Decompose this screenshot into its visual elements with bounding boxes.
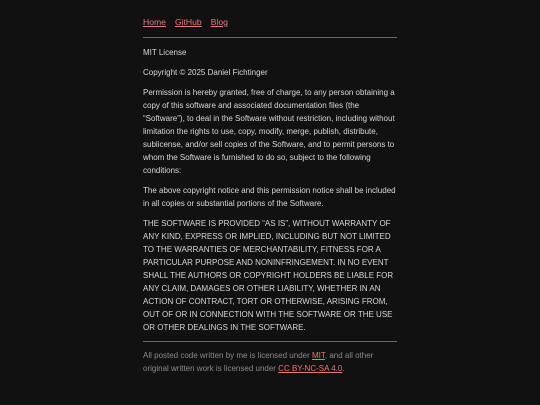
page-container <box>143 16 397 375</box>
footer-license-note <box>143 349 397 375</box>
footer-link-cc-by-nc-sa[interactable]: CC BY-NC-SA 4.0 <box>278 364 343 373</box>
license-notice-paragraph: The above copyright notice and this permission notice shall be included in all copies or substantial portions of the Software. <box>143 186 396 208</box>
footer-text-1: All posted code written by me is licensed under <box>143 351 312 360</box>
footer-text-3: . <box>342 364 345 373</box>
nav-link-github[interactable]: GitHub <box>174 17 202 27</box>
footer-text-2: , and all other original written work is licensed under <box>143 351 374 373</box>
nav-link-home[interactable]: Home <box>143 17 166 27</box>
license-title: MIT License <box>143 48 187 57</box>
top-nav <box>143 16 397 29</box>
license-warranty-paragraph: THE SOFTWARE IS PROVIDED “AS IS”, WITHOUT WARRANTY OF ANY KIND, EXPRESS OR IMPLIED, INCLUDING BUT NOT LIMITED TO THE WARRANTIES OF MERCHANTABILITY, FITNESS FOR A PARTICULAR PURPOSE AND NONINFRINGEMENT. IN NO EVENT SHALL THE AUTHORS OR COPYRIGHT HOLDERS BE LIABLE FOR ANY CLAIM, DAMAGES OR OTHER LIABILITY, WHETHER IN AN ACTION OF CONTRACT, TORT OR OTHERWISE, ARISING FROM, OUT OF OR IN CONNECTION WITH THE SOFTWARE OR THE USE OR OTHER DEALINGS IN THE SOFTWARE. <box>143 219 394 332</box>
license-permission-paragraph: Permission is hereby granted, free of charge, to any person obtaining a copy of this software and associated documentation files (the “Software”), to deal in the Software without restriction, including without limitation the rights to use, copy, modify, merge, publish, distribute, sublicense, and/or sell copies of the Software, and to permit persons to whom the Software is furnished to do so, subject to the following conditions: <box>143 88 395 175</box>
nav-link-blog[interactable]: Blog <box>210 17 228 27</box>
divider-bottom <box>143 341 397 342</box>
license-copyright: Copyright © 2025 Daniel Fichtinger <box>143 68 268 77</box>
footer-link-mit[interactable]: MIT <box>311 351 325 360</box>
divider-top <box>143 37 397 38</box>
